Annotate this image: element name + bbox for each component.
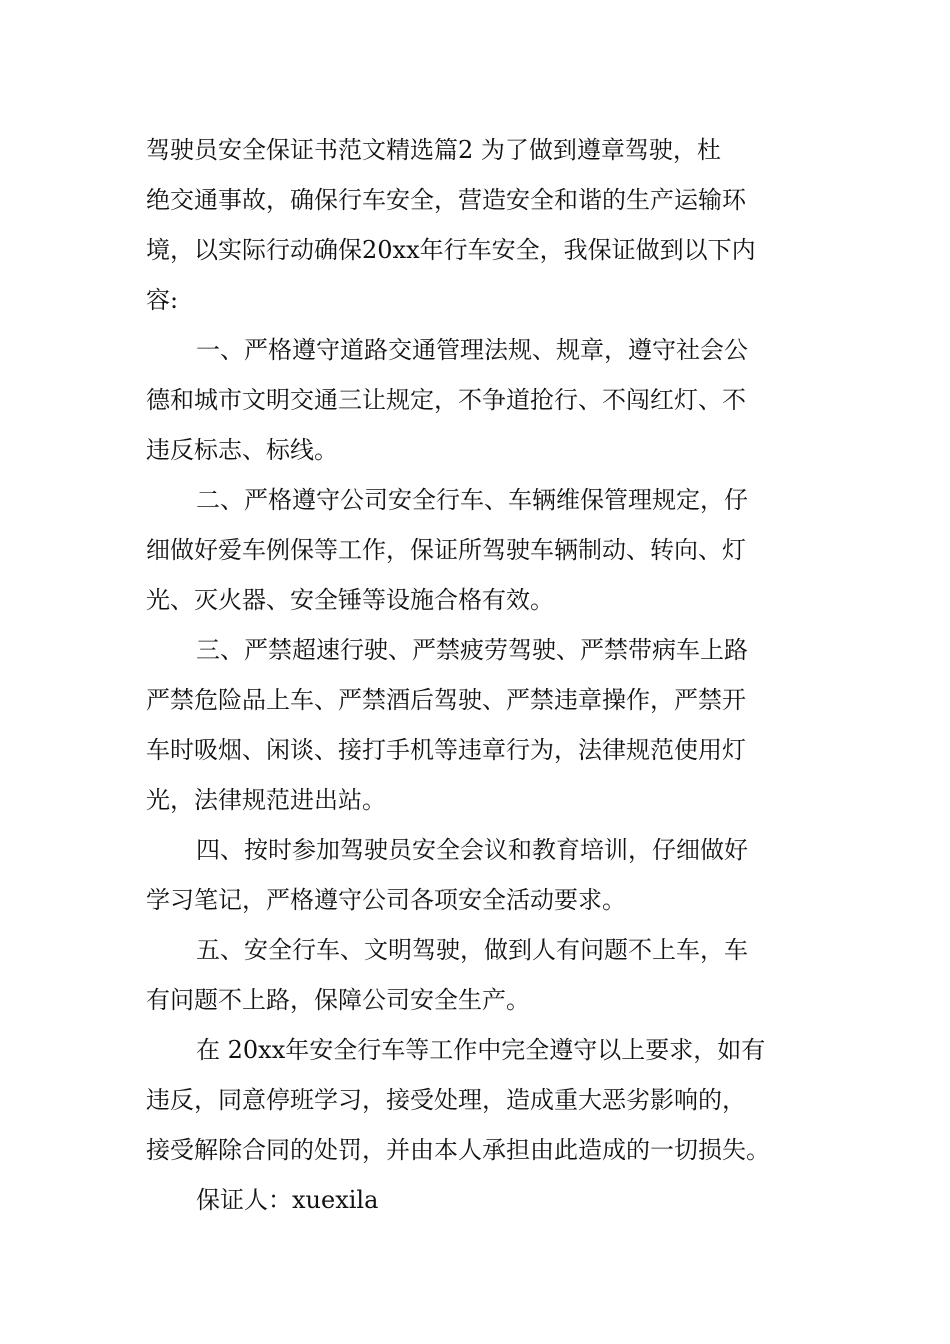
text-line: 违反，同意停班学习，接受处理，造成重大恶劣影响的， [146, 1086, 746, 1114]
text-line: 五、安全行车、文明驾驶，做到人有问题不上车，车 [196, 936, 748, 964]
text-line: 光、灭火器、安全锤等设施合格有效。 [146, 586, 554, 614]
text-line: 严禁危险品上车、严禁酒后驾驶、严禁违章操作，严禁开 [146, 686, 746, 714]
text-line: 四、按时参加驾驶员安全会议和教育培训，仔细做好 [196, 836, 748, 864]
text-line: 违反标志、标线。 [146, 436, 338, 464]
text-line: 在 20xx年安全行车等工作中完全遵守以上要求，如有 [196, 1036, 766, 1064]
text-line: 有问题不上路，保障公司安全生产。 [146, 986, 530, 1014]
text-line: 光，法律规范进出站。 [146, 786, 386, 814]
text-line: 二、严格遵守公司安全行车、车辆维保管理规定，仔 [196, 486, 748, 514]
text-line: 境，以实际行动确保20xx年行车安全，我保证做到以下内 [146, 236, 756, 264]
text-line: 车时吸烟、闲谈、接打手机等违章行为，法律规范使用灯 [146, 736, 746, 764]
signature-line: 保证人：xuexila [196, 1186, 379, 1214]
text-line: 三、严禁超速行驶、严禁疲劳驾驶、严禁带病车上路 [196, 636, 748, 664]
text-line: 容: [146, 286, 179, 314]
text-line: 绝交通事故，确保行车安全，营造安全和谐的生产运输环 [146, 186, 746, 214]
text-line: 学习笔记，严格遵守公司各项安全活动要求。 [146, 886, 626, 914]
text-line: 德和城市文明交通三让规定，不争道抢行、不闯红灯、不 [146, 386, 746, 414]
text-line: 一、严格遵守道路交通管理法规、规章，遵守社会公 [196, 336, 748, 364]
text-line: 驾驶员安全保证书范文精选篇2 为了做到遵章驾驶，杜 [146, 136, 721, 164]
text-line: 细做好爱车例保等工作，保证所驾驶车辆制动、转向、灯 [146, 536, 746, 564]
text-line: 接受解除合同的处罚，并由本人承担由此造成的一切损失。 [146, 1136, 770, 1164]
